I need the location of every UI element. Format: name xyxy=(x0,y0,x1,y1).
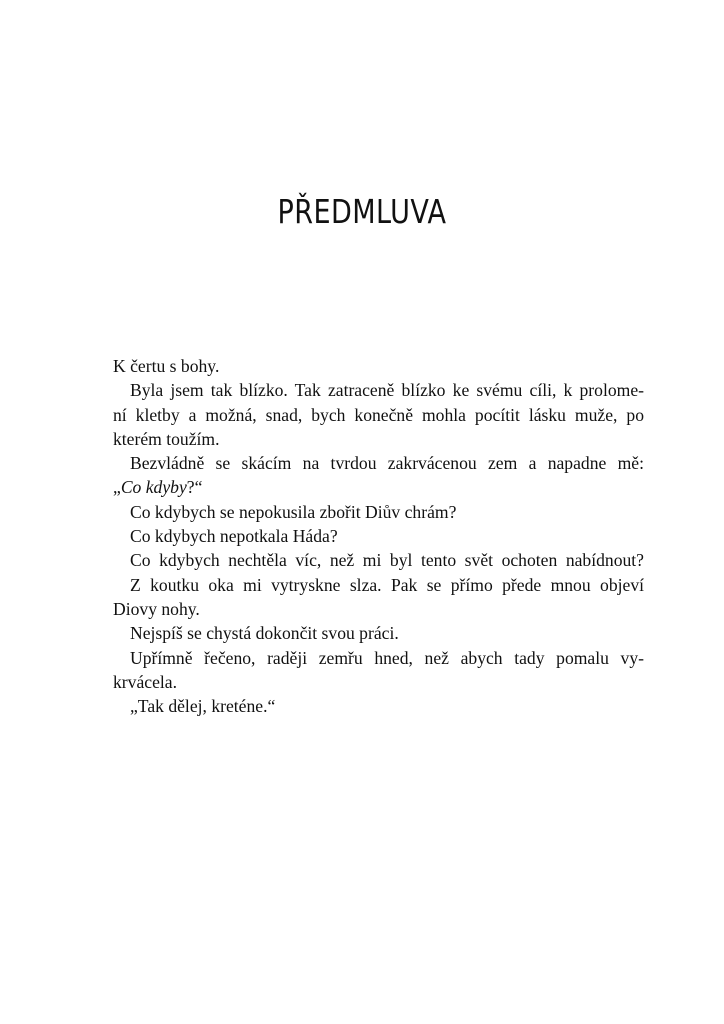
text-line-2: Byla jsem tak blízko. Tak zatraceně blízko ke svému cíli, k prolome- xyxy=(130,380,644,401)
body-text xyxy=(113,354,644,718)
text-line-11: Diovy nohy. xyxy=(113,598,200,619)
chapter-title: PŘEDMLUVA xyxy=(277,192,447,231)
open-quote: „ xyxy=(113,477,121,498)
text-line-15: „Tak dělej, kreténe.“ xyxy=(130,696,276,717)
italic-phrase: Co kdyby xyxy=(120,477,187,498)
text-line-8: Co kdybych nepotkala Háda? xyxy=(130,526,338,547)
text-line-6 xyxy=(113,475,644,499)
text-line-14: krvácela. xyxy=(113,671,177,692)
text-line-13: Upřímně řečeno, raději zemřu hned, než abych tady pomalu vy- xyxy=(130,647,644,668)
text-line-3: ní kletby a možná, snad, bych konečně mohla pocítit lásku muže, po xyxy=(113,404,644,425)
text-line-12: Nejspíš se chystá dokončit svou práci. xyxy=(130,623,399,644)
text-line-1: K čertu s bohy. xyxy=(113,356,220,376)
text-line-4: kterém toužím. xyxy=(113,428,220,449)
close-quote: ?“ xyxy=(186,477,203,498)
text-line-10: Z koutku oka mi vytryskne slza. Pak se přímo přede mnou objeví xyxy=(130,574,644,595)
text-line-7: Co kdybych se nepokusila zbořit Diův chrám? xyxy=(130,501,457,522)
text-line-9: Co kdybych nechtěla víc, než mi byl tento svět ochoten nabídnout? xyxy=(130,550,644,571)
text-line-5: Bezvládně se skácím na tvrdou zakrvácenou zem a napadne mě: xyxy=(130,453,644,474)
